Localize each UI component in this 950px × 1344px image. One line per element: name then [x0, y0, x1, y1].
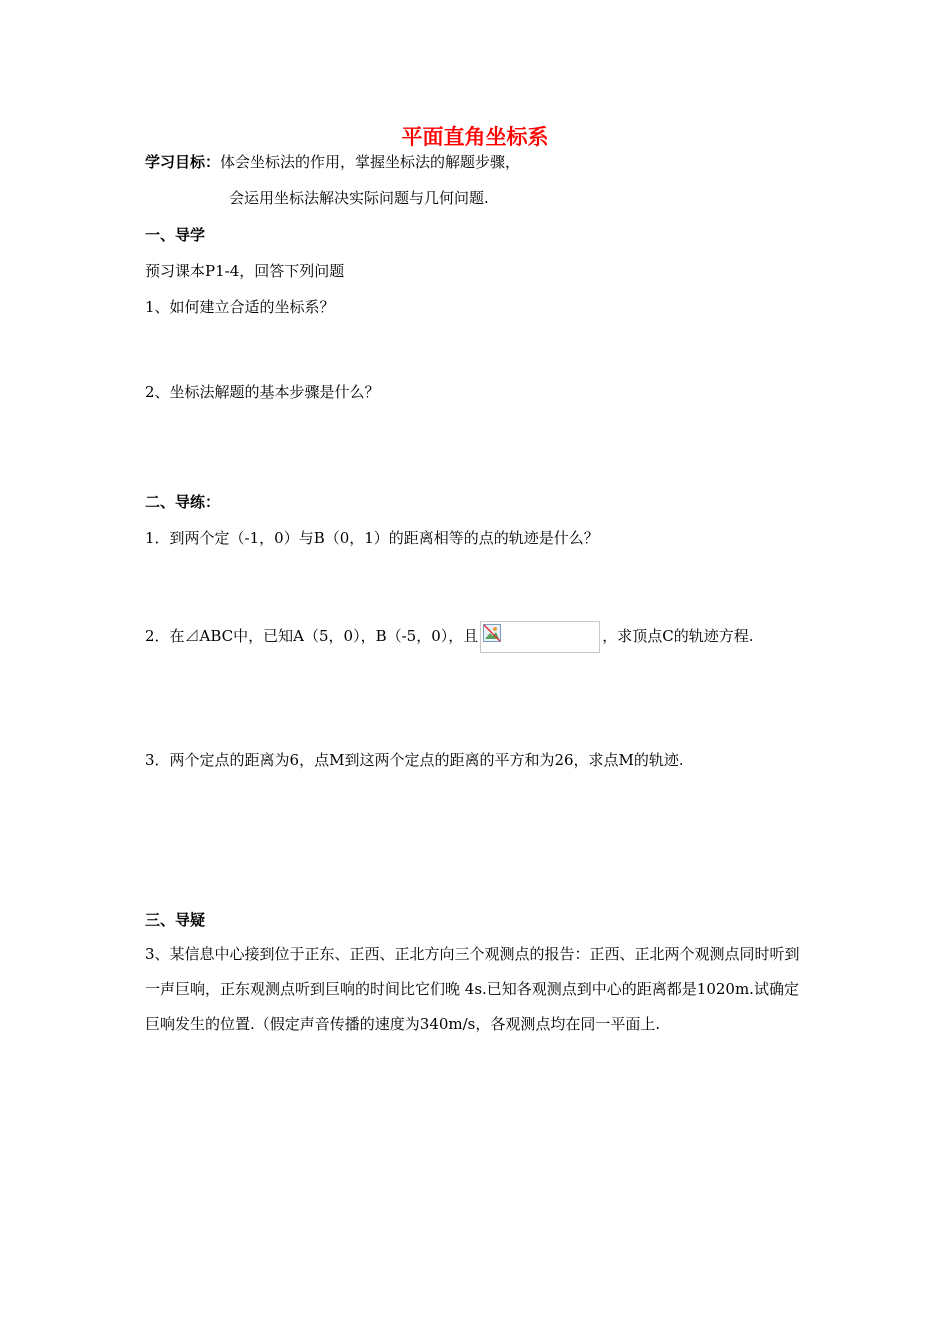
missing-formula-image: [480, 621, 600, 653]
section1-heading: 一、导学: [145, 226, 206, 244]
section1-intro: 预习课本P1-4，回答下列问题: [145, 262, 345, 280]
section2-question-1: 1．到两个定（-1，0）与B（0，1）的距离相等的点的轨迹是什么？: [145, 529, 599, 547]
objectives-text-1: 体会坐标法的作用，掌握坐标法的解题步骤，: [220, 153, 521, 171]
broken-image-icon: [483, 624, 501, 642]
section2-question-2: [145, 621, 754, 653]
objectives-label: 学习目标：: [145, 153, 221, 171]
objectives-line-2: 会运用坐标法解决实际问题与几何问题.: [229, 189, 489, 207]
section2-question-3: 3．两个定点的距离为6，点M到这两个定点的距离的平方和为26，求点M的轨迹.: [145, 751, 684, 769]
section2-heading: 二、导练：: [145, 493, 221, 511]
section1-question-1: 1、如何建立合适的坐标系？: [145, 298, 335, 316]
page-title: 平面直角坐标系: [401, 125, 549, 149]
section1-question-2: 2、坐标法解题的基本步骤是什么？: [145, 383, 380, 401]
objectives-line-1: [145, 152, 520, 172]
section3-question-1: 3、某信息中心接到位于正东、正西、正北方向三个观测点的报告：正西、正北两个观测点同时听到一声巨响，正东观测点听到巨响的时间比它们晚 4s.已知各观测点到中心的距离都是1020m.试确定巨响发生的位置.（假定声音传播的速度为340m/s，各观测点均在同一平面上.: [145, 945, 800, 1033]
section2-question-2-end: ，求顶点C的轨迹方程.: [602, 627, 754, 645]
section3-heading: 三、导疑: [145, 911, 206, 929]
section2-question-2-start: 2．在⊿ABC中，已知A（5，0），B（-5，0），且: [145, 627, 479, 645]
